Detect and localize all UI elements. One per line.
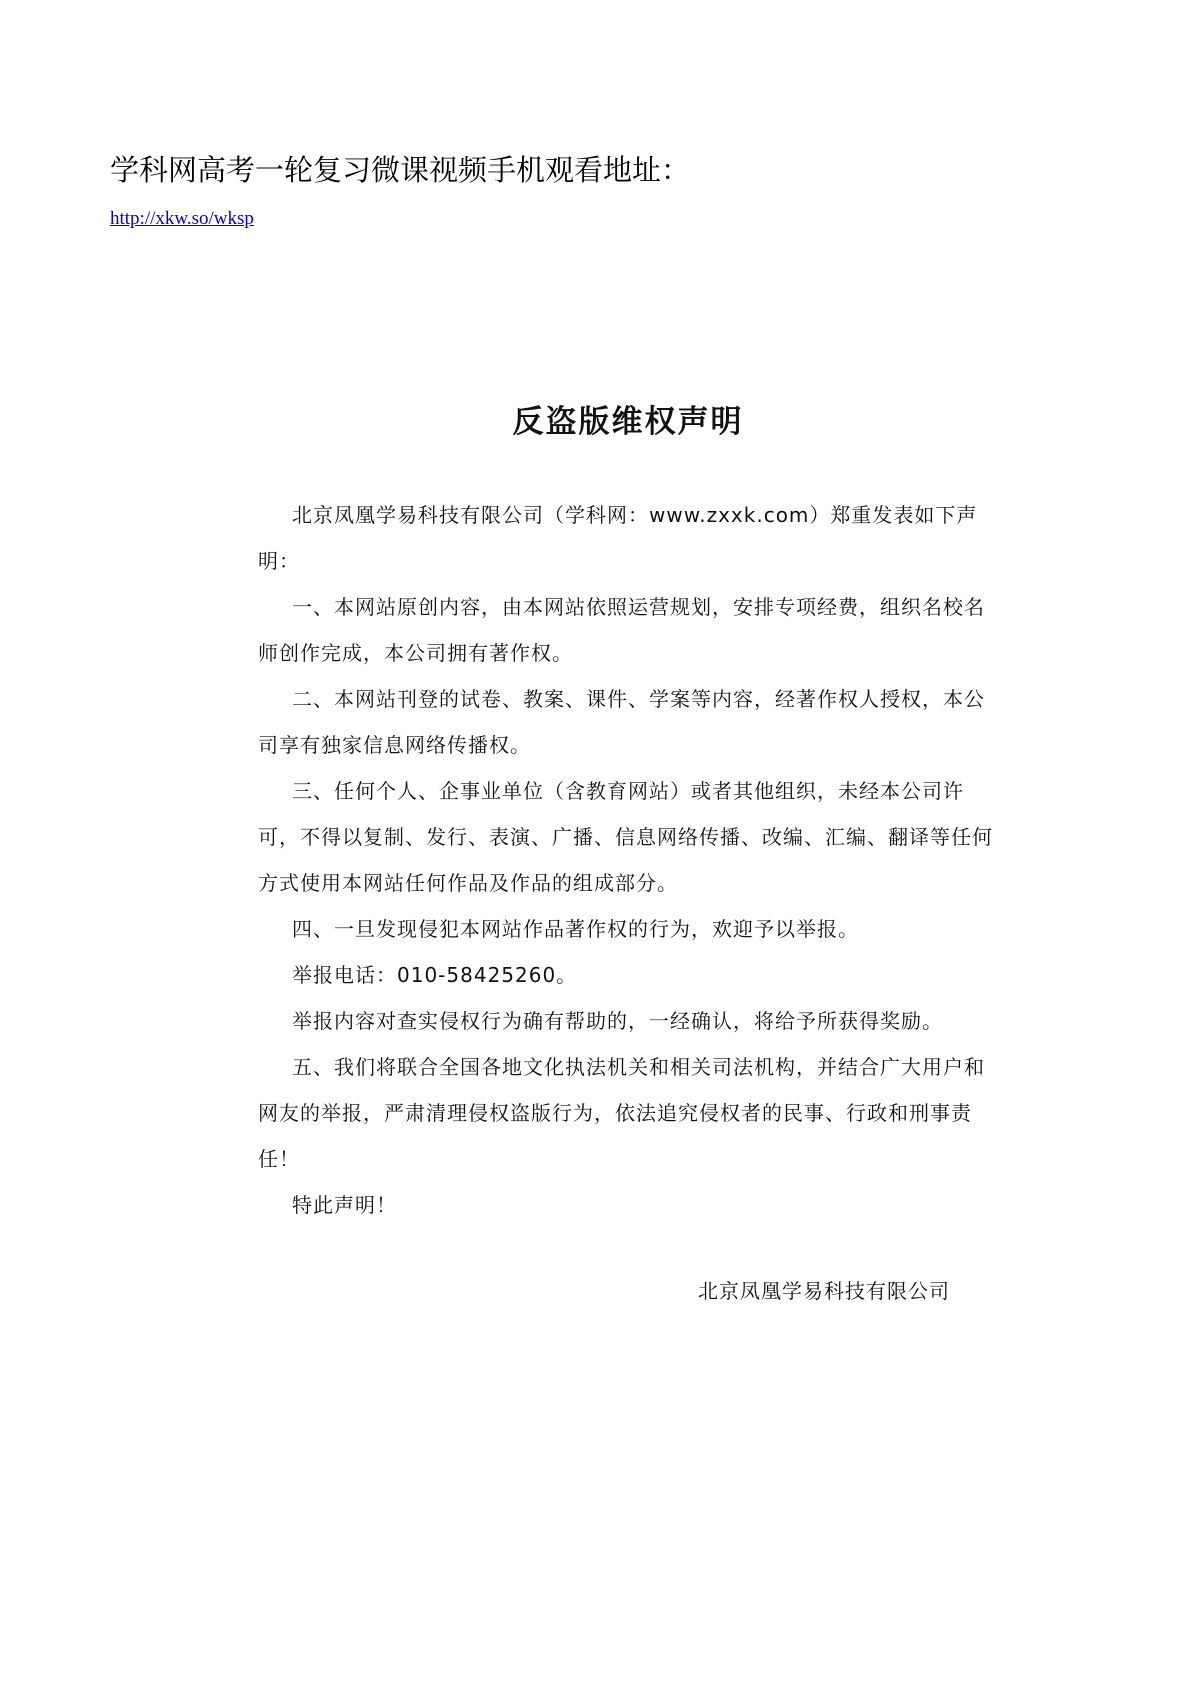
page-header	[110, 150, 1110, 232]
notice-signature: 北京凤凰学易科技有限公司	[698, 1279, 950, 1303]
notice-clause-1: 一、本网站原创内容，由本网站依照运营规划，安排专项经费，组织名校名师创作完成，本公司拥有著作权。	[258, 595, 985, 665]
notice-title: 反盗版维权声明	[512, 404, 744, 440]
report-reward: 举报内容对查实侵权行为确有帮助的，一经确认，将给予所获得奖励。	[292, 1009, 943, 1033]
notice-clause-5: 五、我们将联合全国各地文化执法机关和相关司法机构，并结合广大用户和网友的举报，严肃清理侵权盗版行为，依法追究侵权者的民事、行政和刑事责任！	[258, 1055, 985, 1171]
anti-piracy-notice	[258, 400, 998, 1314]
report-phone: 举报电话：010-58425260。	[292, 963, 578, 987]
notice-clause-4: 四、一旦发现侵犯本网站作品著作权的行为，欢迎予以举报。	[292, 917, 859, 941]
video-address-link[interactable]: http://xkw.so/wksp	[110, 208, 254, 229]
page-title: 学科网高考一轮复习微课视频手机观看地址：	[110, 153, 691, 187]
notice-closing: 特此声明！	[292, 1193, 397, 1217]
notice-clause-3: 三、任何个人、企事业单位（含教育网站）或者其他组织，未经本公司许可，不得以复制、发行、表演、广播、信息网络传播、改编、汇编、翻译等任何方式使用本网站任何作品及作品的组成部分。	[258, 779, 993, 895]
notice-clause-2: 二、本网站刊登的试卷、教案、课件、学案等内容，经著作权人授权，本公司享有独家信息网络传播权。	[258, 687, 985, 757]
notice-intro-paragraph: 北京凤凰学易科技有限公司（学科网：www.zxxk.com）郑重发表如下声明：	[258, 503, 978, 573]
